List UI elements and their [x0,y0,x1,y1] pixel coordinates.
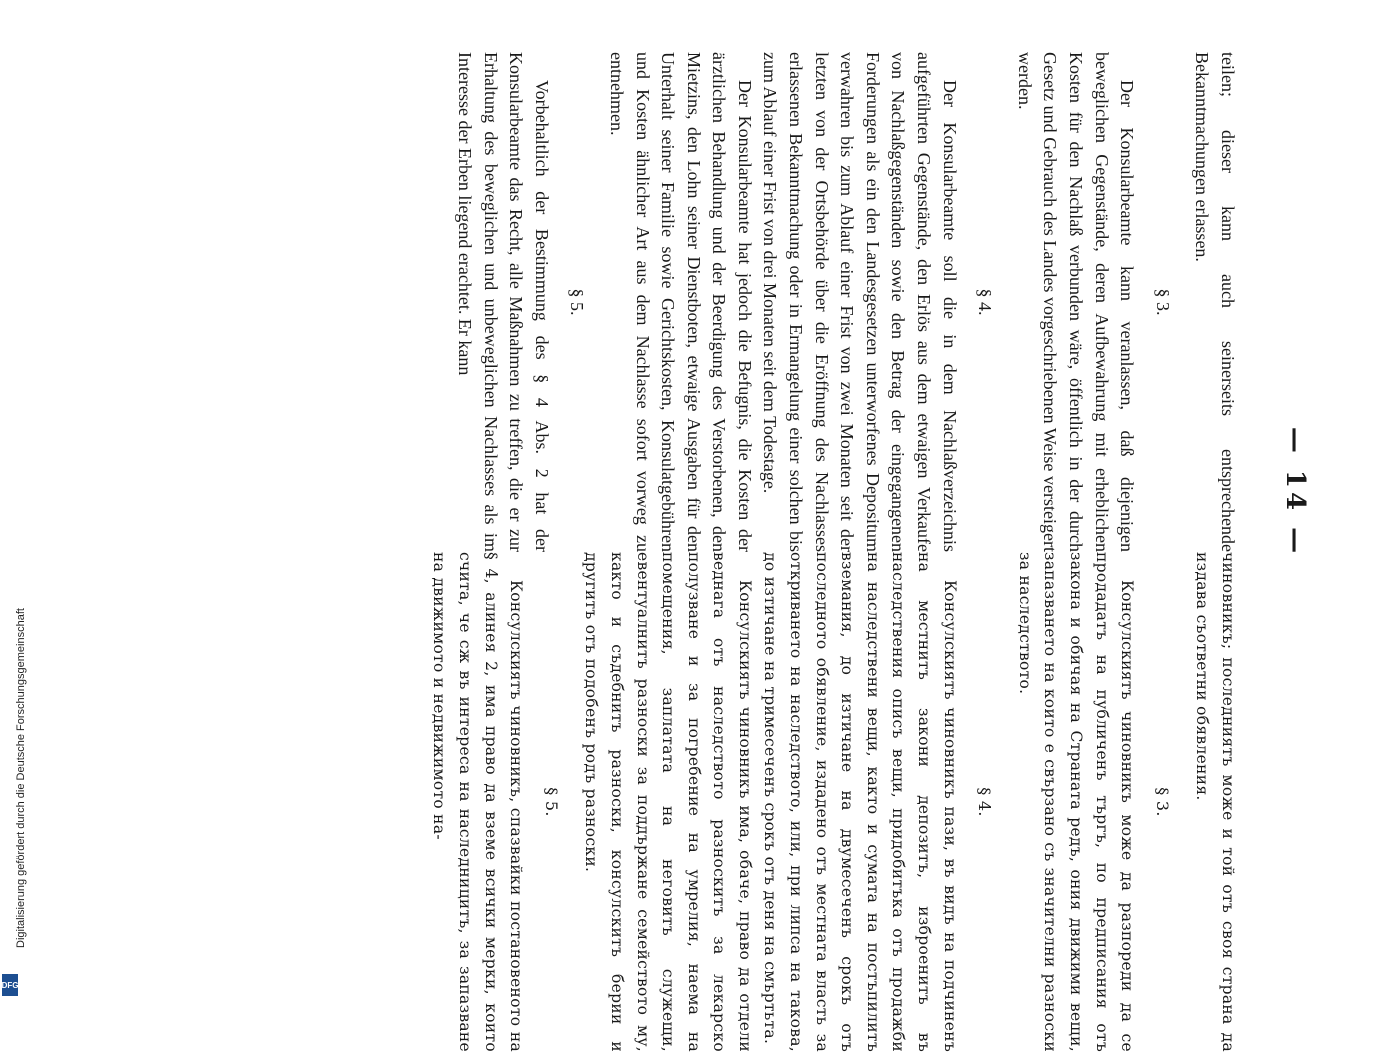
page-number: — 14 — [1280,426,1310,558]
german-section-heading: § 5. [567,288,588,316]
dfg-logo: DFG [2,974,18,996]
bulgarian-paragraph: Консулскиятъ чиновникъ пази, въ видъ на подчиненъ на местнитъ закони депозитъ, изброенитъ въ наследствения описъ вещи, придобитъка отъ продажби на наследствени вещи, както и сумата на постъпилитъ вземания, до изтичане на двумесеченъ срокъ отъ последното обявление, издадено отъ местната власть за откриването на наследството, или, при липса на такова, до изтичане на тримесеченъ срокъ отъ деня на смъртьта. [761,552,959,1052]
german-paragraph: Der Konsularbeamte hat jedoch die Befugnis, die Kosten der ärztlichen Behandlung und der Beerdigung des Verstorbenen, den Mietzins, den Lohn seiner Dienstboten, etwaige Ausgaben für den Unterhalt seiner Familie sowie Gerichtskosten, Konsulatgebühren und Kosten ähnlicher Art aus dem Nachlasse sofort vorweg zu entnehmen. [606,52,755,552]
german-paragraph: Vorbehaltlich der Bestimmung des § 4 Abs. 2 hat der Konsularbeamte das Recht, alle Maßnahmen zu treffen, die er zur Erhaltung des beweglichen und unbeweglichen Nachlasses als im Interesse der Erben liegend erachtet. Er kann [454,52,552,552]
bulgarian-paragraph: Консулскиятъ чиновникъ има, обаче, право да отдели веднага отъ наследството разноскитъ за лекарско полузване и за погребение на умрелия, наема на помещения, заплатата на неговитъ служещи, евентуалнитъ разноски за поддържане семейството му, както и съдебнитъ разноски, консулскитъ берии и другитъ отъ подобенъ родъ разноски. [582,552,754,1052]
bulgarian-paragraph: Консулскиятъ чиновникъ, спазвайки постановеното на § 4, алинея 2, има право да вземе всички мерки, които счита, че сж въ интереса на наследницитъ, за запазване на движимото и недвижимото на- [430,552,526,1052]
bulgarian-column [426,552,1240,1052]
bulgarian-section-heading: § 5. [541,787,561,817]
bulgarian-section-heading: § 4. [975,787,995,817]
german-column [451,52,1240,552]
german-paragraph: Der Konsularbeamte kann veranlassen, daß diejenigen beweglichen Gegenstände, deren Aufbewahrung mit erheblichen Kosten für den Nachlaß verbunden wäre, öffentlich in der durch Gesetz und Gebrauch des Landes vorgeschriebenen Weise versteigert werden. [1014,52,1138,552]
bulgarian-paragraph: Консулскиятъ чиновникъ може да разпореди да се продадатъ на публиченъ търгъ, по предписания отъ закона и обичая на Страната редъ, ония движими вещи, запазването на които е свързано съ значителни разноски за наследството. [1015,552,1137,1052]
digitization-credit-text: Digitalisierung gefördert durch die Deutsche Forschungsgemeinschaft [15,608,27,948]
digitization-credit [2,10,27,990]
german-paragraph: teilen; dieser kann auch seinerseits entsprechende Bekanntmachungen erlassen. [1192,52,1238,552]
german-section-heading: § 4. [975,288,996,316]
german-paragraph: Der Konsularbeamte soll die in dem Nachlaßverzeichnis aufgeführten Gegenstände, den Erlös aus dem etwaigen Verkaufe von Nachlaßgegenständen sowie den Betrag der eingegangenen Forderungen als ein den Landesgesetzen unterworfenes Depositum verwahren bis zum Ablauf einer Frist von zwei Monaten seit der letzten von der Ortsbehörde über die Eröffnung des Nachlasses erlassenen Bekanntmachung oder in Ermangelung einer solchen bis zum Ablauf einer Frist von drei Monaten seit dem Todestage. [760,52,960,552]
bulgarian-paragraph: чиновникъ; последниятъ може и той отъ своя страна да издава съответни обявления. [1193,552,1237,1052]
bulgarian-section-heading: § 3. [1152,787,1172,817]
german-section-heading: § 3. [1152,288,1173,316]
document-page [50,12,1310,1052]
